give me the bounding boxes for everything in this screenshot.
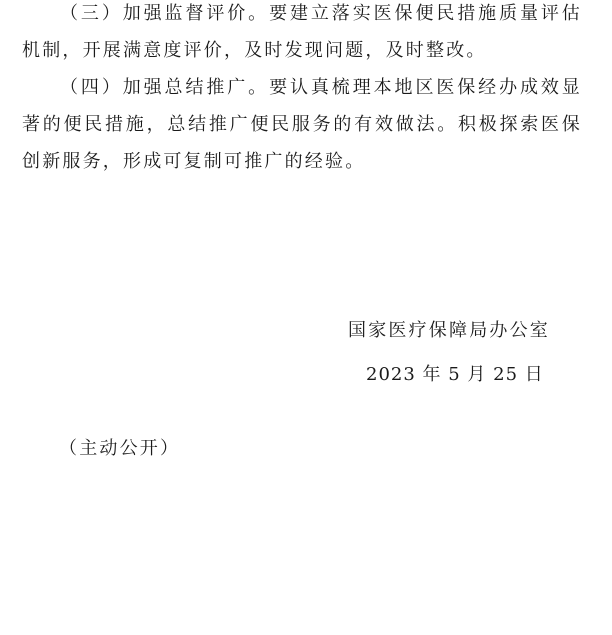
- paragraph-summary-promotion: （四）加强总结推广。要认真梳理本地区医保经办成效显著的便民措施，总结推广便民服务的有效做法。积极探索医保创新服务，形成可复制可推广的经验。: [22, 77, 582, 172]
- issue-date: 2023 年 5 月 25 日: [366, 364, 544, 385]
- disclosure-label: （主动公开）: [59, 438, 181, 459]
- paragraph-supervision-evaluation: （三）加强监督评价。要建立落实医保便民措施质量评估机制，开展满意度评价，及时发现问题，及时整改。: [22, 3, 582, 61]
- issuing-organization: 国家医疗保障局办公室: [348, 320, 550, 341]
